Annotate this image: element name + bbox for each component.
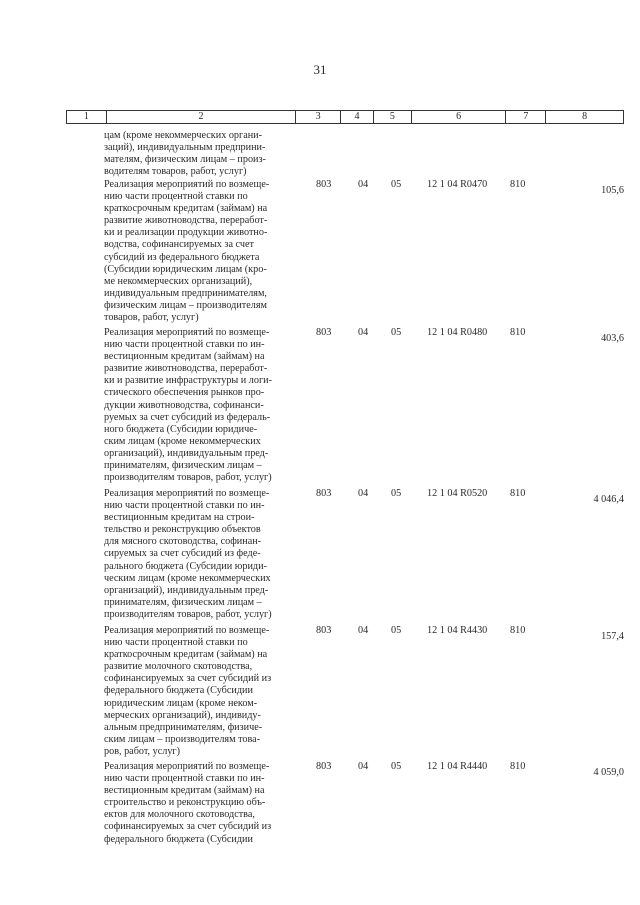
row-code-6: 12 1 04 R4440 xyxy=(427,761,488,772)
row-name: Реализация мероприятий по возмеще- нию части процентной ставки по краткосрочным кредитам (займам) на развитие животноводства, переработ- ки и реализации продукции животно- водства, софинансируемых за счет субсидий из федерального бюджета (Субсидии юридическим лицам (кро- ме некоммерческих организаций), индивидуальным предпринимателям, физическим лицам – производителям товаров, работ, услуг) xyxy=(104,179,270,324)
row-amount: 403,6 xyxy=(601,333,624,344)
row-amount: 157,4 xyxy=(601,631,624,642)
row-name: Реализация мероприятий по возмеще- нию части процентной ставки по краткосрочным кредитам (займам) на развитие молочного скотоводства, софинансируемых за счет субсидий из федерального бюджета (Субсидии юридическим лицам (кроме неком- мерческих организаций), индивиду- альным предпринимателям, физиче- ским лицам – производителям това- ров, работ, услуг) xyxy=(104,625,272,757)
row-code-4: 04 xyxy=(358,625,369,636)
header-col-6: 6 xyxy=(412,111,507,123)
row-code-5: 05 xyxy=(391,625,402,636)
row-code-3: 803 xyxy=(316,761,332,772)
row-code-4: 04 xyxy=(358,179,369,190)
header-col-8: 8 xyxy=(582,111,588,122)
row-code-6: 12 1 04 R4430 xyxy=(427,625,488,636)
row-code-7: 810 xyxy=(510,761,526,772)
header-col-1: 1 xyxy=(67,111,107,123)
row-code-6: 12 1 04 R0480 xyxy=(427,327,488,338)
row-code-4: 04 xyxy=(358,327,369,338)
row-code-4: 04 xyxy=(358,488,369,499)
row-code-5: 05 xyxy=(391,327,402,338)
header-col-4: 4 xyxy=(341,111,374,123)
row-code-3: 803 xyxy=(316,179,332,190)
row-code-7: 810 xyxy=(510,179,526,190)
page-number: 31 xyxy=(313,62,327,77)
row-amount: 4 059,0 xyxy=(593,767,624,778)
row-amount: 4 046,4 xyxy=(593,494,624,505)
row-code-5: 05 xyxy=(391,761,402,772)
row-code-6: 12 1 04 R0470 xyxy=(427,179,488,190)
row-code-5: 05 xyxy=(391,179,402,190)
row-code-3: 803 xyxy=(316,625,332,636)
continuation-text: цам (кроме некоммерческих органи- заций), индивидуальным предприни- мателям, физическим лицам – произ- водителям товаров, работ, услуг) xyxy=(104,130,266,178)
row-code-7: 810 xyxy=(510,625,526,636)
row-amount: 105,6 xyxy=(601,185,624,196)
row-code-7: 810 xyxy=(510,488,526,499)
row-code-3: 803 xyxy=(316,488,332,499)
row-name: Реализация мероприятий по возмеще- нию части процентной ставки по ин- вестиционным кредитам (займам) на развитие животноводства, переработ- ки и развитие инфраструктуры и логи- стического обеспечения рынков про- дукции животноводства, софинанси- руемых за счет субсидий из федераль- ного бюджета (Субсидии юридиче- ским лицам (кроме некоммерческих организаций), индивидуальным пред- принимателям, физическим лицам – производителям товаров, работ, услуг) xyxy=(104,327,273,484)
header-col-5: 5 xyxy=(374,111,412,123)
row-code-4: 04 xyxy=(358,761,369,772)
row-name: Реализация мероприятий по возмеще- нию части процентной ставки по ин- вестиционным кредитам на строи- тельство и реконструкцию объектов для мясного скотоводства, софинан- сируемых за счет субсидий из феде- рального бюджета (Субсидии юриди- ческим лицам (кроме некоммерческих организаций), индивидуальным пред- принимателям, физическим лицам – производителям товаров, работ, услуг) xyxy=(104,488,272,620)
row-code-7: 810 xyxy=(510,327,526,338)
row-code-3: 803 xyxy=(316,327,332,338)
row-code-6: 12 1 04 R0520 xyxy=(427,488,488,499)
row-code-5: 05 xyxy=(391,488,402,499)
header-col-7: 7 xyxy=(506,111,546,123)
row-name: Реализация мероприятий по возмеще- нию части процентной ставки по ин- вестиционным кредитам (займам) на строительство и реконструкцию объ- ектов для молочного скотоводства, софинансируемых за счет субсидий из федерального бюджета (Субсидии xyxy=(104,761,272,845)
header-col-3: 3 xyxy=(296,111,341,123)
header-col-2: 2 xyxy=(107,111,296,123)
table-header-row xyxy=(66,110,624,124)
